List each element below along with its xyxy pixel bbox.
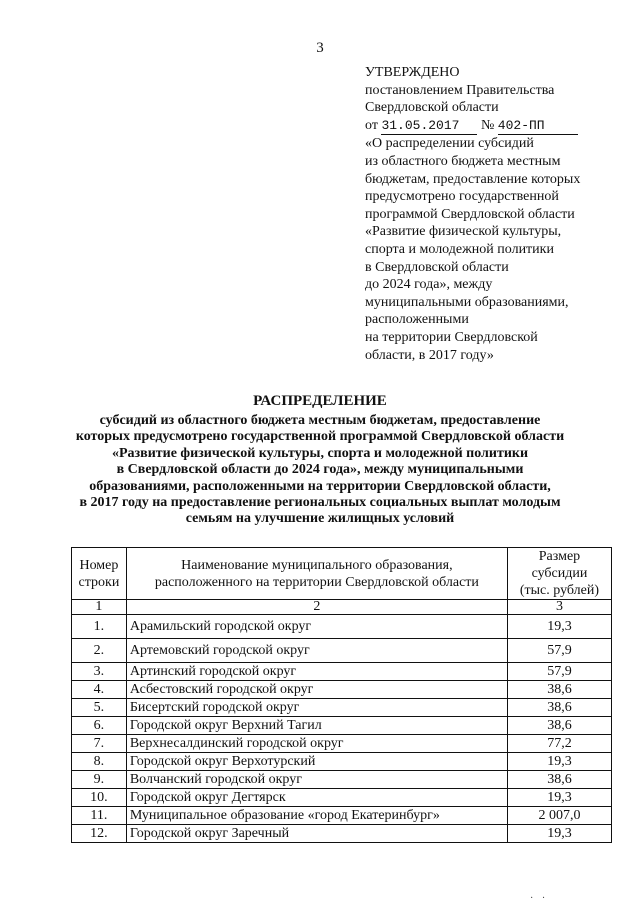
row-number: 12.: [72, 825, 127, 843]
table-row: [72, 789, 612, 807]
row-number: 8.: [72, 753, 127, 771]
approval-line: постановлением Правительства: [365, 82, 555, 98]
municipality-name: Муниципальное образование «город Екатеринбург»: [126, 807, 507, 825]
municipality-name: Верхнесалдинский городской округ: [126, 735, 507, 753]
subtitle-line: семьям на улучшение жилищных условий: [185, 511, 455, 527]
header-text: Размер: [538, 549, 581, 564]
subject-line: на территории Свердловской: [365, 329, 538, 345]
subtitle-line: в 2017 году на предоставление региональных социальных выплат молодым: [79, 495, 561, 511]
subsidy-amount: 38,6: [507, 681, 611, 699]
header-row-number: [72, 548, 127, 600]
municipality-name: Артемовский городской округ: [126, 639, 507, 663]
subject-line: «О распределении субсидий: [365, 136, 534, 152]
table-row: [72, 771, 612, 789]
row-number: 4.: [72, 681, 127, 699]
subsidy-amount: 19,3: [507, 615, 611, 639]
municipality-name: Артинский городской округ: [126, 663, 507, 681]
subsidy-amount: 77,2: [507, 735, 611, 753]
table-row: [72, 699, 612, 717]
row-number: 1.: [72, 615, 127, 639]
subtitle-line: в Свердловской области до 2024 года», между муниципальными: [116, 462, 524, 478]
subject-line: предусмотрено государственной: [365, 189, 559, 205]
subsidy-amount: 19,3: [507, 825, 611, 843]
page-number: 3: [316, 40, 324, 56]
subsidy-amount: 19,3: [507, 789, 611, 807]
subject-line: муниципальными образованиями,: [365, 294, 569, 310]
table-row: [72, 735, 612, 753]
subtitle-line: субсидий из областного бюджета местным бюджетам, предоставление: [99, 413, 541, 428]
municipality-name: Городской округ Верхотурский: [126, 753, 507, 771]
subject-line: до 2024 года», между: [365, 277, 493, 293]
approval-title: УТВЕРЖДЕНО: [365, 65, 460, 80]
table-row: [72, 753, 612, 771]
document-title: РАСПРЕДЕЛЕНИЕ: [253, 393, 387, 409]
header-text: строки: [78, 574, 120, 590]
subsidy-amount: 38,6: [507, 771, 611, 789]
table-row: [72, 639, 612, 663]
column-number: 1: [72, 600, 127, 615]
document-subtitle: [40, 413, 600, 528]
header-municipality: [126, 548, 507, 600]
subject-line: «Развитие физической культуры,: [365, 224, 562, 240]
subsidy-amount: 57,9: [507, 639, 611, 663]
approval-block: [365, 64, 625, 364]
row-number: 3.: [72, 663, 127, 681]
approval-date-line: [365, 117, 625, 136]
municipality-name: Городской округ Заречный: [126, 825, 507, 843]
approval-date: 31.05.2017: [381, 117, 477, 136]
subsidy-amount: 57,9: [507, 663, 611, 681]
subsidy-amount: 38,6: [507, 717, 611, 735]
row-number: 11.: [72, 807, 127, 825]
row-number: 10.: [72, 789, 127, 807]
approval-line: Свердловской области: [365, 100, 499, 116]
header-amount: [507, 548, 611, 600]
table-row: [72, 717, 612, 735]
municipality-name: Городской округ Дегтярск: [126, 789, 507, 807]
footer-mark: · ·: [530, 893, 549, 904]
table-row: [72, 807, 612, 825]
row-number: 5.: [72, 699, 127, 717]
subsidy-amount: 2 007,0: [507, 807, 611, 825]
subject-line: из областного бюджета местным: [365, 153, 561, 169]
row-number: 7.: [72, 735, 127, 753]
column-number: 3: [507, 600, 611, 615]
table-row: [72, 615, 612, 639]
subtitle-line: образованиями, расположенными на территории Свердловской области,: [89, 478, 551, 494]
header-text: Наименование муниципального образования,: [181, 557, 453, 573]
municipality-name: Городской округ Верхний Тагил: [126, 717, 507, 735]
subject-line: бюджетам, предоставление которых: [365, 171, 581, 187]
distribution-table: [71, 547, 612, 843]
approval-number: 402-ПП: [498, 117, 578, 136]
row-number: 9.: [72, 771, 127, 789]
subject-line: области, в 2017 году»: [365, 347, 494, 363]
row-number: 6.: [72, 717, 127, 735]
column-number-row: [72, 600, 612, 615]
header-text: (тыс. рублей): [519, 583, 600, 598]
date-prefix: от: [365, 117, 378, 133]
municipality-name: Бисертский городской округ: [126, 699, 507, 717]
header-text: расположенного на территории Свердловской области: [154, 574, 479, 590]
subject-line: спорта и молодежной политики: [365, 241, 554, 257]
table-row: [72, 681, 612, 699]
row-number: 2.: [72, 639, 127, 663]
subject-line: расположенными: [365, 312, 469, 328]
municipality-name: Волчанский городской округ: [126, 771, 507, 789]
column-number: 2: [126, 600, 507, 615]
subject-line: программой Свердловской области: [365, 206, 575, 222]
header-text: Номер: [79, 557, 119, 573]
subsidy-amount: 19,3: [507, 753, 611, 771]
table-row: [72, 663, 612, 681]
table-header-row: [72, 548, 612, 600]
subject-line: в Свердловской области: [365, 259, 509, 275]
table-row: [72, 825, 612, 843]
municipality-name: Арамильский городской округ: [126, 615, 507, 639]
header-text: субсидии: [531, 566, 588, 581]
subtitle-line: «Развитие физической культуры, спорта и молодежной политики: [111, 445, 529, 461]
subsidy-amount: 38,6: [507, 699, 611, 717]
municipality-name: Асбестовский городской округ: [126, 681, 507, 699]
number-prefix: №: [480, 117, 495, 133]
subtitle-line: которых предусмотрено государственной программой Свердловской области: [75, 429, 565, 445]
